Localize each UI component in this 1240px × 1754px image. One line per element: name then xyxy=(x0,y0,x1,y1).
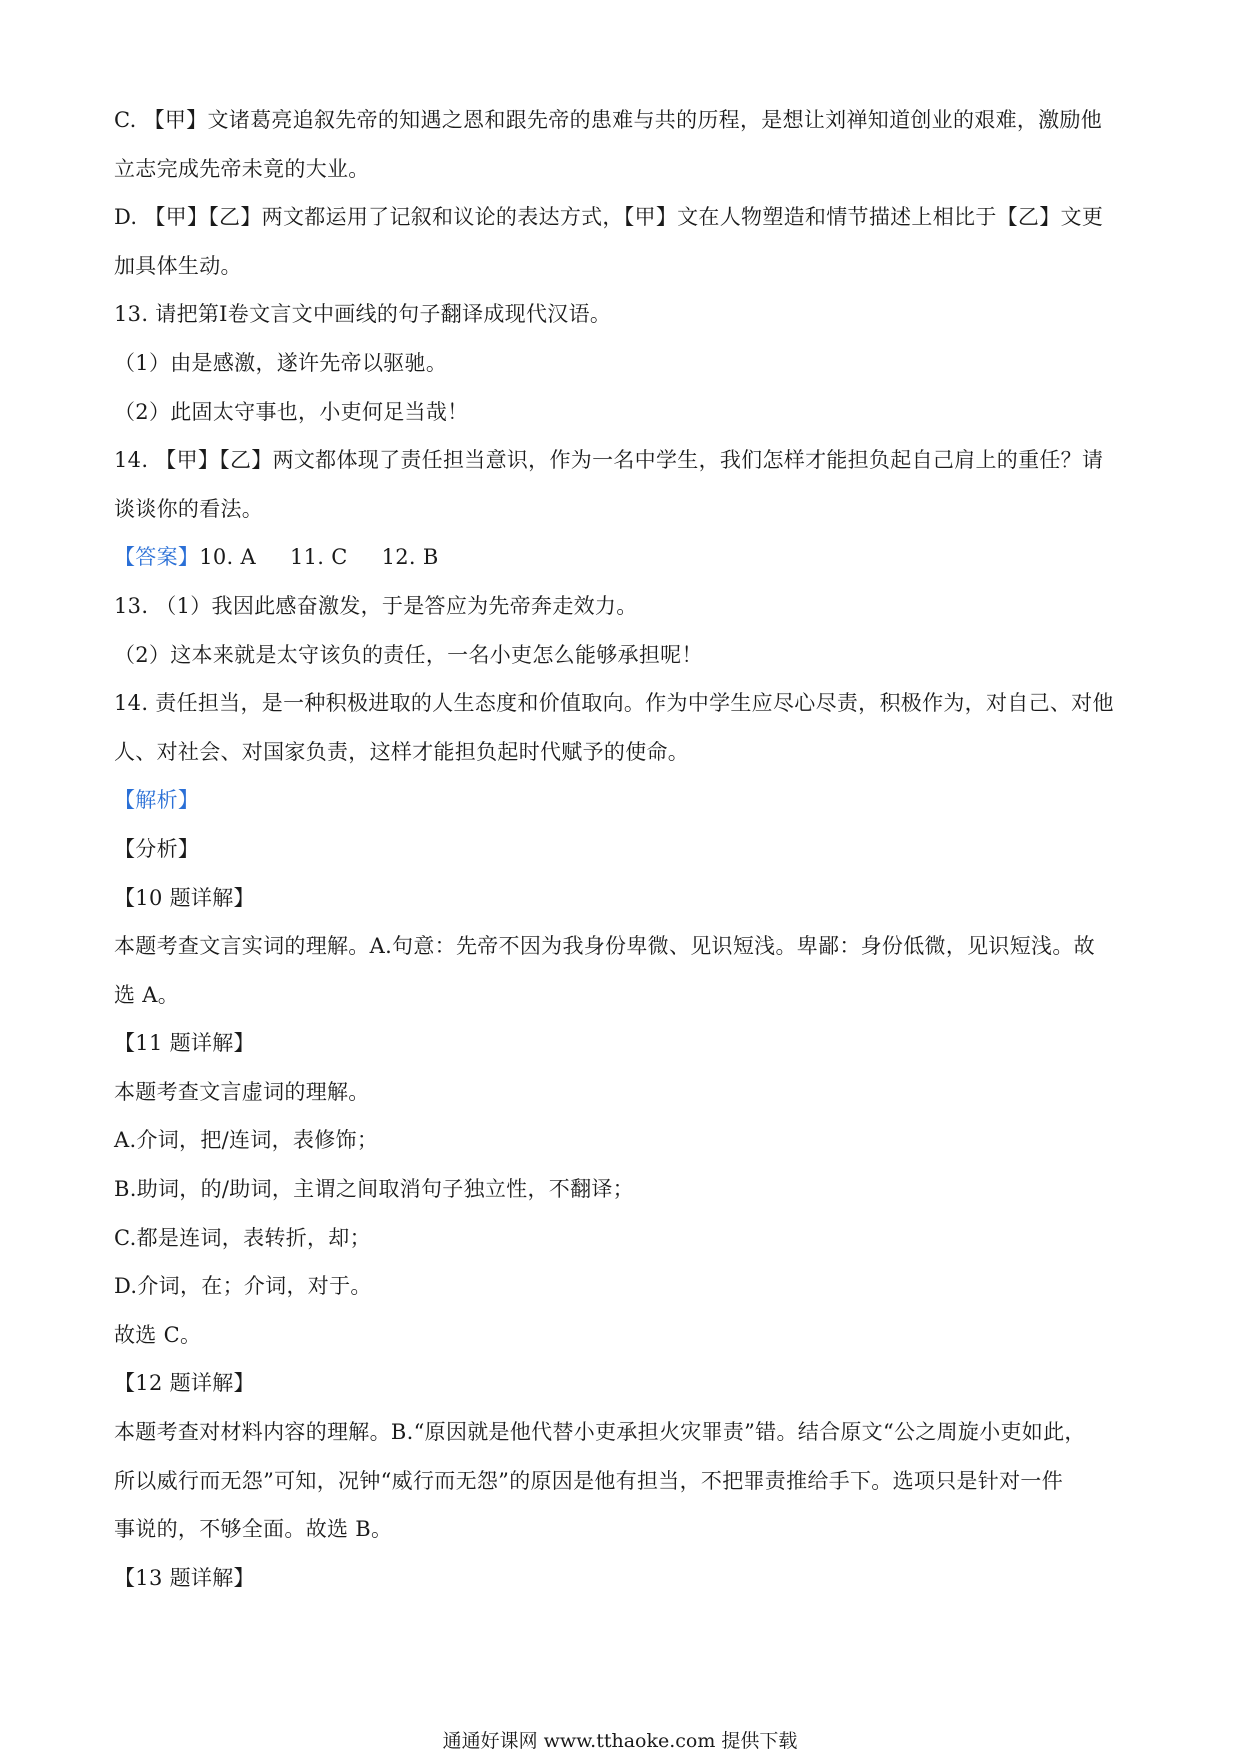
detail-12-line-2: 所以威行而无怨”可知，况钟“威行而无怨”的原因是他有担当，不把罪责推给手下。选项只是针对一件 xyxy=(114,1468,1064,1493)
answer-label: 【答案】 xyxy=(114,545,200,570)
answer-10: 10. A xyxy=(199,545,256,570)
detail-11-option-b: B.助词，的/助词，主谓之间取消句子独立性，不翻译； xyxy=(114,1177,634,1202)
answer-11: 11. C xyxy=(289,545,348,570)
document-body xyxy=(114,96,1134,1602)
answer-13-part-2: （2）这本来就是太守该负的责任，一名小吏怎么能够承担呢！ xyxy=(114,642,703,667)
detail-12-line-3: 事说的，不够全面。故选 B。 xyxy=(114,1517,393,1542)
detail-12-heading: 【12 题详解】 xyxy=(114,1371,255,1396)
detail-12-line-1: 本题考查对材料内容的理解。B.“原因就是他代替小吏承担火灾罪责”错。结合原文“公之周旋小吏如此， xyxy=(114,1420,1086,1445)
option-d-line-1: D. 【甲】【乙】两文都运用了记叙和议论的表达方式，【甲】文在人物塑造和情节描述上相比于【乙】文更 xyxy=(114,205,1104,230)
detail-11-option-d: D.介词，在；介词，对于。 xyxy=(114,1274,372,1299)
detail-10-line-1: 本题考查文言实词的理解。A.句意：先帝不因为我身份卑微、见识短浅。卑鄙：身份低微，见识短浅。故 xyxy=(114,934,1095,959)
detail-11-heading: 【11 题详解】 xyxy=(114,1031,255,1056)
detail-10-heading: 【10 题详解】 xyxy=(114,885,255,910)
analysis-label: 【解析】 xyxy=(114,788,200,813)
analysis-heading: 【分析】 xyxy=(114,836,200,861)
option-c-line-2: 立志完成先帝未竟的大业。 xyxy=(114,156,370,181)
question-14-line-1: 14. 【甲】【乙】两文都体现了责任担当意识，作为一名中学生，我们怎样才能担负起自己肩上的重任？请 xyxy=(114,448,1104,473)
detail-11-intro: 本题考查文言虚词的理解。 xyxy=(114,1079,370,1104)
answer-14-line-1: 14. 责任担当，是一种积极进取的人生态度和价值取向。作为中学生应尽心尽责，积极作为，对自己、对他 xyxy=(114,691,1114,716)
detail-11-option-a: A.介词，把/连词，表修饰； xyxy=(114,1128,379,1153)
answer-line xyxy=(114,533,1134,582)
detail-11-option-c: C.都是连词，表转折，却； xyxy=(114,1225,371,1250)
answer-12: 12. B xyxy=(381,545,439,570)
question-14-line-2: 谈谈你的看法。 xyxy=(114,496,264,521)
answer-13-part-1: 13. （1）我因此感奋激发，于是答应为先帝奔走效力。 xyxy=(114,593,638,618)
option-d-line-2: 加具体生动。 xyxy=(114,253,242,278)
detail-11-conclusion: 故选 C。 xyxy=(114,1322,202,1347)
question-13: 13. 请把第Ⅰ卷文言文中画线的句子翻译成现代汉语。 xyxy=(114,302,612,327)
detail-10-line-2: 选 A。 xyxy=(114,982,180,1007)
option-c-line-1: C. 【甲】文诸葛亮追叙先帝的知遇之恩和跟先帝的患难与共的历程，是想让刘禅知道创业的艰难，激励他 xyxy=(114,108,1103,132)
question-13-part-2: （2）此固太守事也，小吏何足当哉！ xyxy=(114,399,469,424)
detail-13-heading: 【13 题详解】 xyxy=(114,1565,255,1590)
page-footer: 通通好课网 www.tthaoke.com 提供下载 xyxy=(442,1730,798,1752)
answer-14-line-2: 人、对社会、对国家负责，这样才能担负起时代赋予的使命。 xyxy=(114,739,690,764)
question-13-part-1: （1）由是感激，遂许先帝以驱驰。 xyxy=(114,350,448,375)
